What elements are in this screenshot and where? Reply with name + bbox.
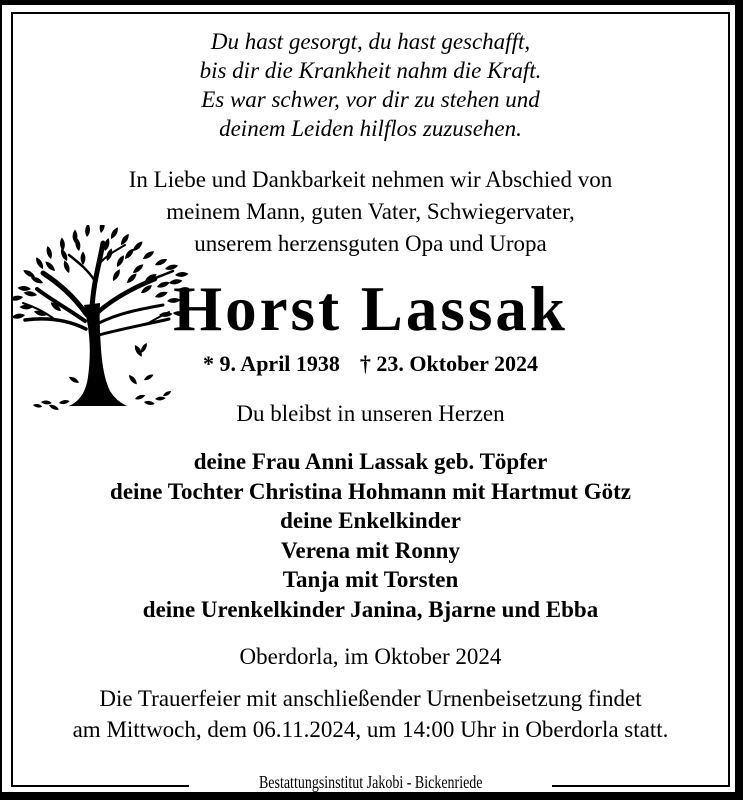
- deceased-name: Horst Lassak: [173, 274, 568, 344]
- dates-line: [13, 350, 728, 377]
- notice-content: [13, 14, 728, 785]
- funeral-info-line: Die Trauerfeier mit anschließender Urnenbeisetzung findet: [99, 686, 642, 711]
- death-date: † 23. Oktober 2024: [359, 351, 538, 376]
- funeral-info-block: [13, 683, 728, 745]
- mourner-line: deine Tochter Christina Hohmann mit Hartmut Götz: [110, 478, 631, 504]
- mourner-line: Verena mit Ronny: [281, 537, 460, 563]
- intro-line: In Liebe und Dankbarkeit nehmen wir Abschied von: [128, 167, 613, 192]
- intro-line: unserem herzensguten Opa und Uropa: [194, 231, 547, 256]
- mourners-list: [13, 447, 728, 624]
- birth-date: * 9. April 1938: [203, 351, 340, 376]
- mourner-line: deine Enkelkinder: [280, 508, 461, 533]
- poem-line: Du hast gesorgt, du hast geschafft,: [210, 29, 531, 54]
- mourner-line: Tanja mit Torsten: [282, 567, 459, 592]
- place-and-date: Oberdorla, im Oktober 2024: [239, 644, 502, 669]
- poem-block: [13, 27, 728, 143]
- footer-bar: [11, 769, 730, 792]
- intro-line: meinem Mann, guten Vater, Schwiegervater,: [166, 199, 575, 224]
- mourner-line: deine Frau Anni Lassak geb. Töpfer: [193, 449, 548, 474]
- poem-line: deinem Leiden hilflos zuzusehen.: [219, 116, 522, 141]
- intro-block: [13, 164, 728, 260]
- poem-line: bis dir die Krankheit nahm die Kraft.: [199, 58, 542, 83]
- footer-rule-left: [11, 785, 189, 787]
- footer-rule-right: [552, 785, 730, 787]
- remembrance-text: Du bleibst in unseren Herzen: [236, 401, 505, 426]
- mourner-line: deine Urenkelkinder Janina, Bjarne und Ebba: [142, 596, 599, 622]
- poem-line: Es war schwer, vor dir zu stehen und: [201, 87, 540, 112]
- funeral-home-name: Bestattungsinstitut Jakobi - Bickenriede: [258, 771, 483, 792]
- funeral-info-line: am Mittwoch, dem 06.11.2024, um 14:00 Uhr in Oberdorla statt.: [72, 717, 669, 742]
